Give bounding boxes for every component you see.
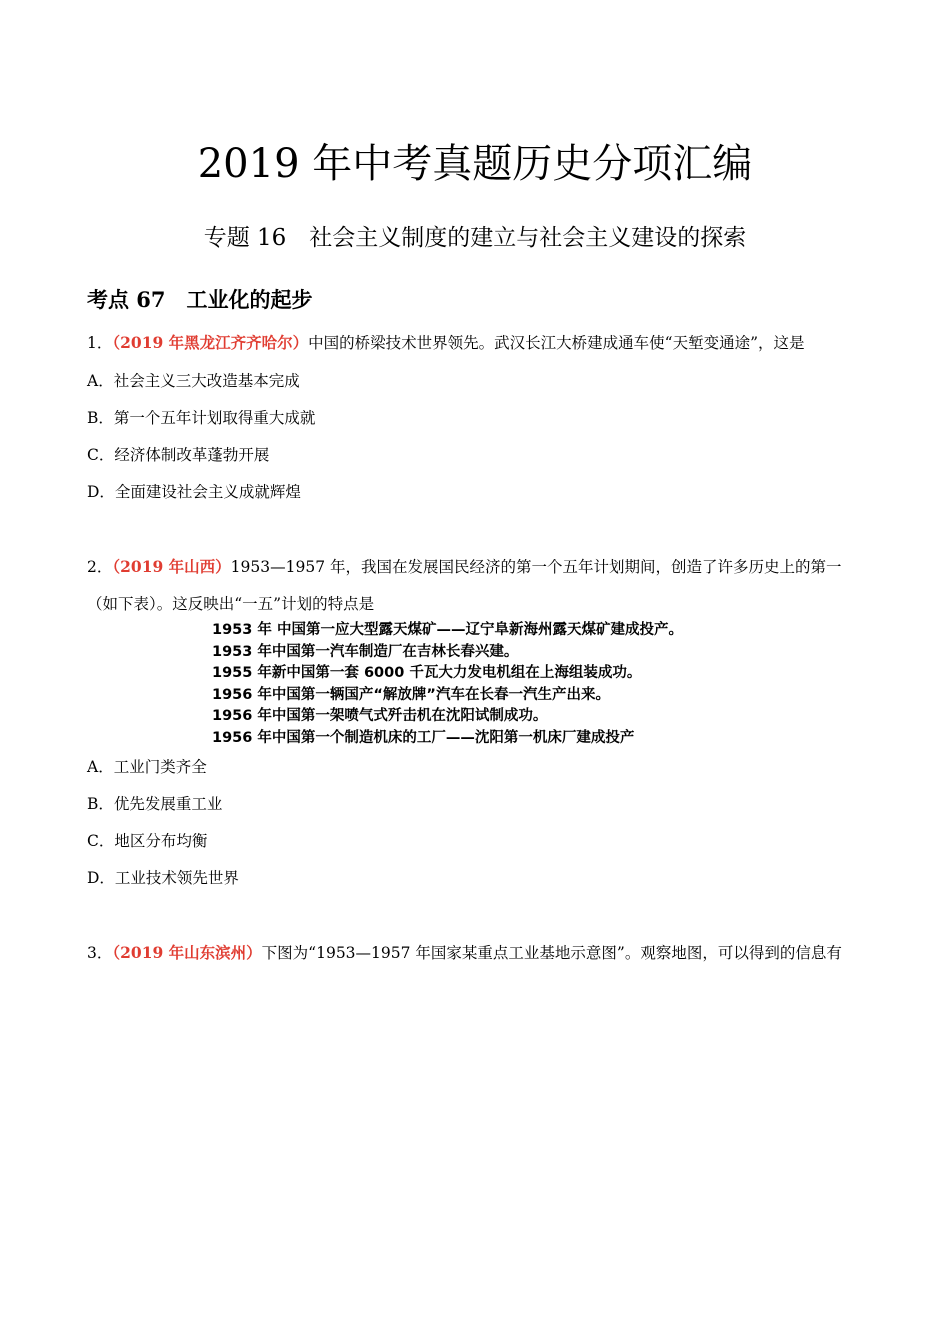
question-2-option-b: B．优先发展重工业 <box>87 795 223 813</box>
question-2-option-d: D．工业技术领先世界 <box>87 869 239 887</box>
question-1-option-a: A．社会主义三大改造基本完成 <box>87 372 300 390</box>
question-source: （2019 年山西） <box>112 557 231 576</box>
question-1-stem <box>87 332 805 354</box>
question-2-stem <box>87 556 842 578</box>
table-row: 1953 年中国第一汽车制造厂在吉林长春兴建。 <box>212 643 519 660</box>
question-source: （2019 年黑龙江齐齐哈尔） <box>112 333 309 352</box>
question-2-option-a: A．工业门类齐全 <box>87 758 207 776</box>
question-text: 中国的桥梁技术世界领先。武汉长江大桥建成通车使“天堑变通途”，这是 <box>308 334 805 352</box>
question-1-option-d: D．全面建设社会主义成就辉煌 <box>87 483 301 501</box>
question-number: 3． <box>87 944 113 962</box>
question-source: （2019 年山东滨州） <box>112 943 262 962</box>
section-heading: 考点 67 工业化的起步 <box>87 287 313 312</box>
question-2-option-c: C．地区分布均衡 <box>87 832 208 850</box>
milestones-table <box>212 620 683 749</box>
question-1-option-c: C．经济体制改革蓬勃开展 <box>87 446 270 464</box>
question-number: 2． <box>87 558 113 576</box>
question-text: 1953—1957 年，我国在发展国民经济的第一个五年计划期间，创造了许多历史上的第一 <box>230 558 842 576</box>
table-row: 1956 年中国第一个制造机床的工厂——沈阳第一机床厂建成投产 <box>212 729 635 746</box>
table-row: 1956 年中国第一辆国产“解放牌”汽车在长春一汽生产出来。 <box>212 686 610 703</box>
question-text: 下图为“1953—1957 年国家某重点工业基地示意图”。观察地图，可以得到的信息有 <box>261 944 842 962</box>
question-3-stem <box>87 942 842 964</box>
table-row: 1955 年新中国第一套 6000 千瓦大力发电机组在上海组装成功。 <box>212 665 642 681</box>
table-row: 1956 年中国第一架喷气式歼击机在沈阳试制成功。 <box>212 708 548 724</box>
question-number: 1． <box>87 334 113 352</box>
question-1-option-b: B．第一个五年计划取得重大成就 <box>87 409 316 427</box>
table-row: 1953 年 中国第一应大型露天煤矿——辽宁阜新海州露天煤矿建成投产。 <box>212 622 683 638</box>
page-subtitle: 专题 16 社会主义制度的建立与社会主义建设的探索 <box>203 225 747 251</box>
question-2-stem-continued: （如下表）。这反映出“一五”计划的特点是 <box>87 595 375 613</box>
page-title: 2019 年中考真题历史分项汇编 <box>197 141 753 187</box>
